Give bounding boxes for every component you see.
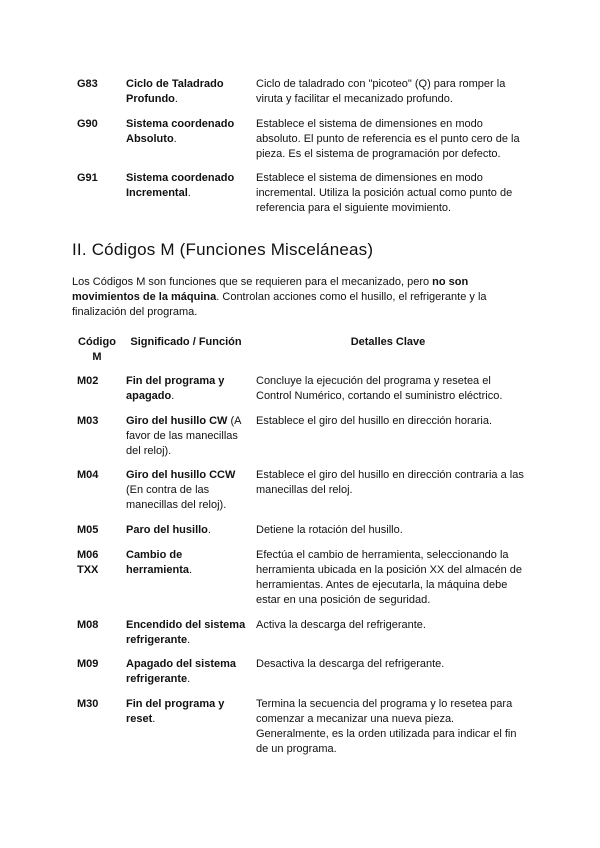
details-cell: Establece el sistema de dimensiones en modo absoluto. El punto de referencia es el punto cero de la pieza. Es el sistema de programación por defecto. bbox=[256, 118, 520, 160]
code-cell: G91 bbox=[77, 172, 98, 184]
code-cell: M03 bbox=[77, 415, 99, 427]
details-cell: Termina la secuencia del programa y lo resetea para comenzar a mecanizar una nueva pieza. Generalmente, es la orden utilizada para indicar el fin de un programa. bbox=[256, 698, 517, 755]
function-cell: Fin del programa y apagado. bbox=[126, 375, 225, 402]
details-cell: Establece el sistema de dimensiones en modo incremental. Utiliza la posición actual como punto de referencia para el siguiente movimiento. bbox=[256, 172, 513, 214]
header-function: Significado / Función bbox=[130, 336, 242, 348]
details-cell: Establece el giro del husillo en dirección contraria a las manecillas del reloj. bbox=[256, 469, 524, 496]
function-cell: Paro del husillo. bbox=[126, 524, 211, 536]
intro-paragraph: Los Códigos M son funciones que se requieren para el mecanizado, pero no son movimientos de la máquina. Controlan acciones como el husillo, el refrigerante y la finalización del programa. bbox=[72, 276, 487, 318]
code-cell: G90 bbox=[77, 118, 98, 130]
details-cell: Concluye la ejecución del programa y resetea el Control Numérico, cortando el suministro eléctrico. bbox=[256, 375, 503, 402]
code-cell: M02 bbox=[77, 375, 99, 387]
details-cell: Efectúa el cambio de herramienta, seleccionando la herramienta ubicada en la posición XX del almacén de herramientas. Antes de ejecutarla, la máquina debe estar en una posición de seguridad. bbox=[256, 549, 522, 606]
details-cell: Desactiva la descarga del refrigerante. bbox=[256, 658, 445, 670]
code-cell: M08 bbox=[77, 619, 99, 631]
function-cell: Sistema coordenado Incremental. bbox=[126, 172, 235, 199]
function-cell: Giro del husillo CW (A favor de las manecillas del reloj). bbox=[126, 415, 241, 457]
code-cell: M06 TXX bbox=[77, 549, 99, 576]
function-cell: Ciclo de Taladrado Profundo. bbox=[126, 78, 224, 105]
function-cell: Encendido del sistema refrigerante. bbox=[126, 619, 246, 646]
function-cell: Sistema coordenado Absoluto. bbox=[126, 118, 235, 145]
details-cell: Detiene la rotación del husillo. bbox=[256, 524, 403, 536]
function-cell: Apagado del sistema refrigerante. bbox=[126, 658, 237, 685]
function-cell: Fin del programa y reset. bbox=[126, 698, 225, 725]
function-cell: Giro del husillo CCW (En contra de las manecillas del reloj). bbox=[126, 469, 236, 511]
header-code: Código M bbox=[78, 336, 116, 363]
section-heading: II. Códigos M (Funciones Misceláneas) bbox=[72, 240, 374, 259]
code-cell: M04 bbox=[77, 469, 99, 481]
code-cell: G83 bbox=[77, 78, 98, 90]
code-cell: M05 bbox=[77, 524, 99, 536]
details-cell: Ciclo de taladrado con "picoteo" (Q) para romper la viruta y facilitar el mecanizado profundo. bbox=[256, 78, 506, 105]
code-cell: M09 bbox=[77, 658, 99, 670]
details-cell: Activa la descarga del refrigerante. bbox=[256, 619, 426, 631]
code-cell: M30 bbox=[77, 698, 99, 710]
header-details: Detalles Clave bbox=[350, 336, 426, 348]
details-cell: Establece el giro del husillo en dirección horaria. bbox=[256, 415, 493, 427]
function-cell: Cambio de herramienta. bbox=[126, 549, 193, 576]
